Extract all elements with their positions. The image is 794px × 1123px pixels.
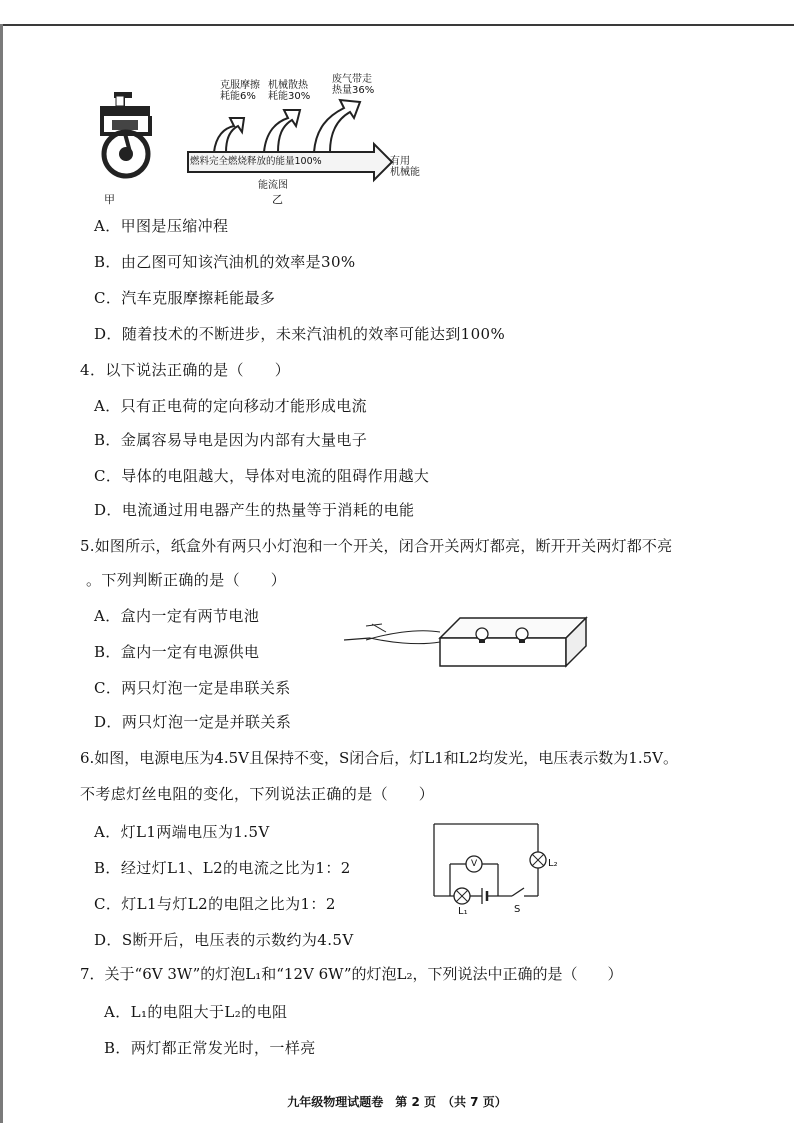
q3-option-c: C．汽车克服摩擦耗能最多 xyxy=(94,289,276,307)
q3-option-a: A．甲图是压缩冲程 xyxy=(94,217,229,235)
q4-option-b: B．金属容易导电是因为内部有大量电子 xyxy=(94,431,368,449)
q6-stem-line1: 6.如图，电源电压为4.5V且保持不变，S闭合后，灯L1和L2均发光，电压表示数为1.5V。 xyxy=(80,749,678,767)
energy-loss-exhaust: 废气带走 热量36% xyxy=(332,74,375,96)
energy-output-label: 有用 机械能 xyxy=(390,156,420,178)
voltmeter-label: V xyxy=(471,859,478,869)
q4-stem: 4．以下说法正确的是（ ） xyxy=(80,361,291,379)
circuit-diagram xyxy=(428,818,568,922)
q4-option-d: D．电流通过用电器产生的热量等于消耗的电能 xyxy=(94,501,415,519)
q4-option-c: C．导体的电阻越大，导体对电流的阻碍作用越大 xyxy=(94,467,430,485)
figure-label-yi: 乙 xyxy=(272,193,283,206)
energy-flow-diagram xyxy=(178,96,398,186)
q3-option-d: D．随着技术的不断进步，未来汽油机的效率可能达到100% xyxy=(94,325,506,343)
q7-option-a: A．L₁的电阻大于L₂的电阻 xyxy=(104,1003,288,1021)
q5-stem-line2: 。下列判断正确的是（ ） xyxy=(86,571,287,589)
energy-loss-friction: 克服摩擦 耗能6% xyxy=(220,80,260,102)
page-top-border xyxy=(0,0,794,26)
q6-option-b: B．经过灯L1、L2的电流之比为1：2 xyxy=(94,859,351,877)
q7-stem: 7．关于“6V 3W”的灯泡L₁和“12V 6W”的灯泡L₂，下列说法中正确的是（ ） xyxy=(80,965,623,983)
energy-input-label: 燃料完全燃烧释放的能量100% xyxy=(190,156,322,167)
energy-loss-heat: 机械散热 耗能30% xyxy=(268,80,311,102)
q5-option-b: B．盒内一定有电源供电 xyxy=(94,643,260,661)
figure-label-jia: 甲 xyxy=(104,193,115,206)
q6-option-d: D．S断开后，电压表的示数约为4.5V xyxy=(94,931,354,949)
q5-stem-line1: 5.如图所示，纸盒外有两只小灯泡和一个开关，闭合开关两灯都亮，断开开关两灯都不亮 xyxy=(80,537,673,555)
q7-option-b: B．两灯都正常发光时，一样亮 xyxy=(104,1039,316,1057)
q6-option-c: C．灯L1与灯L2的电阻之比为1：2 xyxy=(94,895,336,913)
q4-option-a: A．只有正电荷的定向移动才能形成电流 xyxy=(94,397,368,415)
q6-stem-line2: 不考虑灯丝电阻的变化，下列说法正确的是（ ） xyxy=(80,785,435,803)
q5-option-d: D．两只灯泡一定是并联关系 xyxy=(94,713,292,731)
l1-label: L₁ xyxy=(458,906,468,917)
page-left-border xyxy=(0,24,3,1123)
q5-option-c: C．两只灯泡一定是串联关系 xyxy=(94,679,291,697)
paper-box-figure xyxy=(336,612,590,674)
energy-flow-caption: 能流图 xyxy=(258,180,288,191)
q3-option-b: B．由乙图可知该汽油机的效率是30% xyxy=(94,253,356,271)
switch-label: S xyxy=(514,904,521,915)
l2-label: L₂ xyxy=(548,858,558,869)
q6-option-a: A．灯L1两端电压为1.5V xyxy=(94,823,270,841)
q5-option-a: A．盒内一定有两节电池 xyxy=(94,607,260,625)
page-footer: 九年级物理试题卷 第 2 页 （共 7 页） xyxy=(287,1095,507,1109)
engine-cylinder-figure xyxy=(94,92,160,182)
